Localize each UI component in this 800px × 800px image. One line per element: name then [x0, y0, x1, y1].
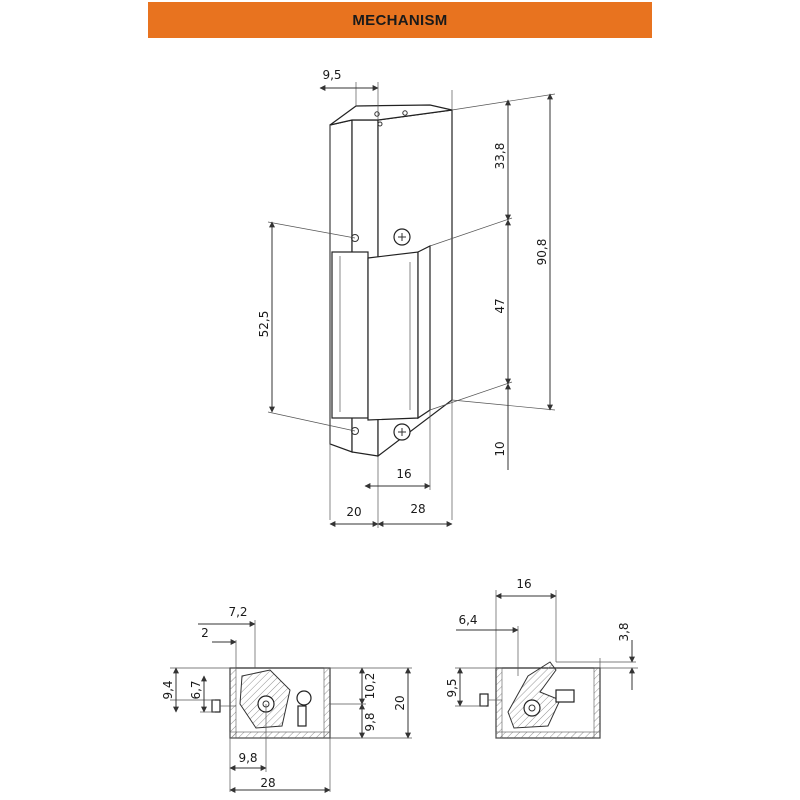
- dim-right-section-offset: 9,5: [445, 678, 459, 698]
- dim-body-depth: 28: [410, 502, 426, 516]
- latch-keeper-side: [418, 246, 430, 418]
- dim-pivot-offset: 9,8: [238, 751, 258, 765]
- dim-upper-section: 33,8: [493, 142, 507, 170]
- dim-right-lower: 9,8: [363, 712, 377, 732]
- dim-latch-tip-offset: 6,4: [458, 613, 478, 627]
- dim-latch-travel: 16: [516, 577, 532, 591]
- latch-opening: [332, 252, 368, 418]
- dim-total-height: 90,8: [535, 238, 549, 266]
- dim-keeper-width: 16: [396, 467, 412, 481]
- section-view-right: [445, 577, 638, 738]
- dim-keeper-height: 47: [493, 298, 507, 314]
- dim-section-height: 20: [393, 695, 407, 711]
- section-title: MECHANISM: [352, 11, 448, 29]
- dim-top-offset: 9,5: [322, 68, 342, 82]
- dim-left-inner: 6,7: [189, 680, 203, 700]
- screw-head-icon: [394, 424, 410, 440]
- dim-right-upper: 10,2: [363, 672, 377, 700]
- front-view: [257, 68, 555, 528]
- dim-bottom-section: 10: [493, 441, 507, 457]
- dim-latch-protrusion: 3,8: [617, 622, 631, 642]
- screw-head-icon: [394, 229, 410, 245]
- dim-left-upper: 9,4: [161, 680, 175, 700]
- latch-keeper: [368, 252, 418, 420]
- dim-section-width: 28: [260, 776, 276, 790]
- dim-latch-offset: 7,2: [228, 605, 248, 619]
- pivot-pin: [524, 700, 540, 716]
- dim-faceplate-depth: 20: [346, 505, 362, 519]
- dim-screw-spacing: 52,5: [257, 310, 271, 338]
- section-view-left: [161, 605, 412, 792]
- dim-wall-thickness: 2: [201, 626, 209, 640]
